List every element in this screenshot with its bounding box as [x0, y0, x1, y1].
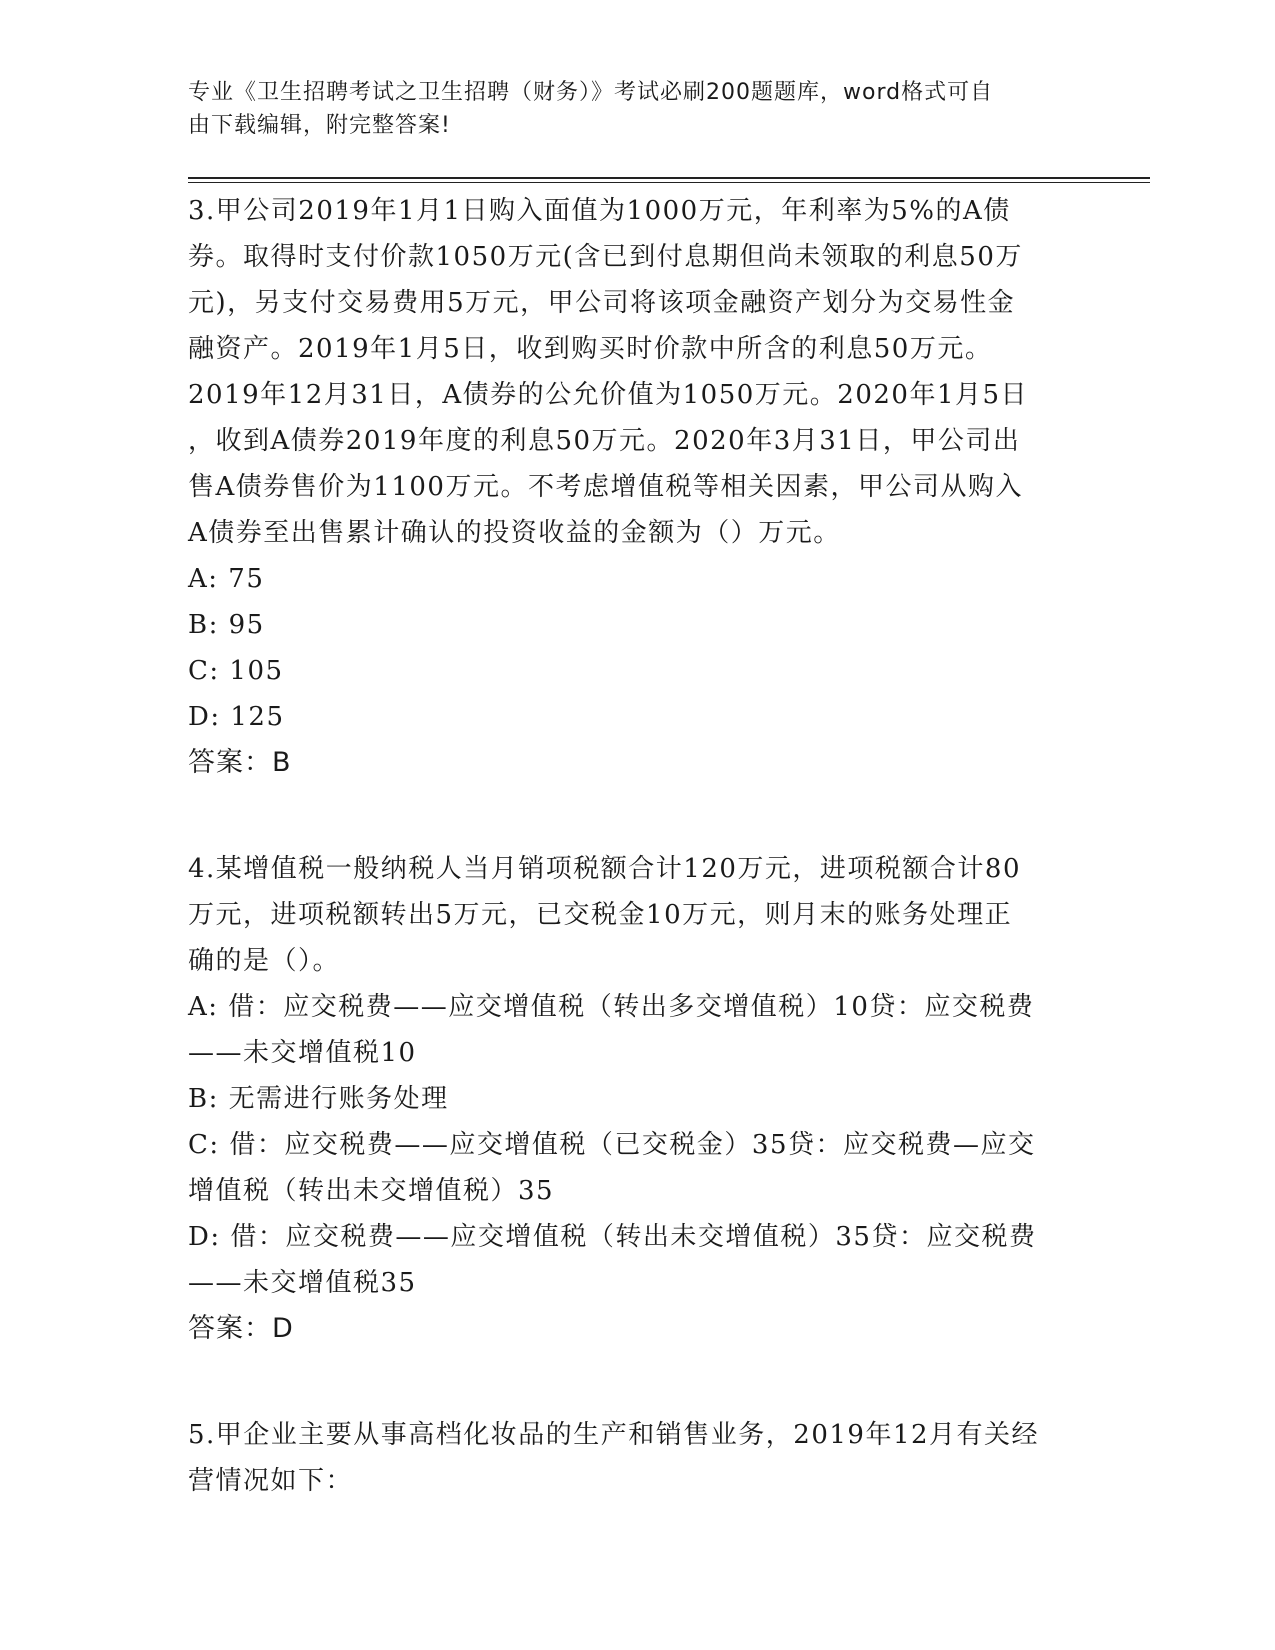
- question-spacer: [188, 1352, 1088, 1412]
- question-stem: [188, 846, 1088, 984]
- option-d: D: 借：应交税费——应交增值税（转出未交增值税）35贷：应交税费: [188, 1222, 1037, 1252]
- stem-line: 2019年12月31日，A债券的公允价值为1050万元。2020年1月5日: [188, 380, 1029, 410]
- stem-line: ，收到A债券2019年度的利息50万元。2020年3月31日，甲公司出: [188, 426, 1021, 456]
- stem-line: 售A债券售价为1100万元。不考虑增值税等相关因素，甲公司从购入: [188, 472, 1023, 502]
- stem-line: 营情况如下：: [188, 1466, 354, 1496]
- option-d: D: 125: [188, 702, 285, 732]
- stem-line: 万元，进项税额转出5万元，已交税金10万元，则月末的账务处理正: [188, 900, 1013, 930]
- stem-line: 4.某增值税一般纳税人当月销项税额合计120万元，进项税额合计80: [188, 854, 1022, 884]
- answer-label: 答案：D: [188, 1313, 294, 1344]
- stem-line: 券。取得时支付价款1050万元(含已到付息期但尚未领取的利息50万: [188, 242, 1023, 272]
- question-stem: [188, 1412, 1088, 1504]
- answer-label: 答案：B: [188, 747, 292, 778]
- stem-line: 5.甲企业主要从事高档化妆品的生产和销售业务，2019年12月有关经: [188, 1420, 1040, 1450]
- document-body: [188, 188, 1088, 1504]
- option-c-continued: 增值税（转出未交增值税）35: [188, 1176, 555, 1206]
- stem-line: A债券至出售累计确认的投资收益的金额为（）万元。: [188, 518, 841, 548]
- option-a: A: 借：应交税费——应交增值税（转出多交增值税）10贷：应交税费: [188, 992, 1035, 1022]
- stem-line: 3.甲公司2019年1月1日购入面值为1000万元，年利率为5%的A债: [188, 196, 1011, 226]
- header-divider-thin: [188, 182, 1150, 183]
- question-spacer: [188, 786, 1088, 846]
- question-5: [188, 1412, 1088, 1504]
- option-d-continued: ——未交增值税35: [188, 1268, 417, 1298]
- header-divider-thick: [188, 177, 1150, 179]
- question-3: [188, 188, 1088, 786]
- option-a-continued: ——未交增值税10: [188, 1038, 417, 1068]
- option-c: C: 借：应交税费——应交增值税（已交税金）35贷：应交税费—应交: [188, 1130, 1036, 1160]
- stem-line: 元)，另支付交易费用5万元，甲公司将该项金融资产划分为交易性金: [188, 288, 1016, 318]
- header-line-1: 专业《卫生招聘考试之卫生招聘（财务）》考试必刷200题题库，word格式可自: [188, 80, 994, 105]
- option-b: B: 无需进行账务处理: [188, 1084, 449, 1114]
- option-b: B: 95: [188, 610, 265, 640]
- option-a: A: 75: [188, 564, 265, 594]
- header-line-2: 由下载编辑，附完整答案!: [188, 113, 451, 138]
- question-stem: [188, 188, 1088, 556]
- option-c: C: 105: [188, 656, 284, 686]
- page-header: [188, 76, 1068, 142]
- stem-line: 确的是（）。: [188, 946, 341, 976]
- question-4: [188, 846, 1088, 1352]
- stem-line: 融资产。2019年1月5日，收到购买时价款中所含的利息50万元。: [188, 334, 993, 364]
